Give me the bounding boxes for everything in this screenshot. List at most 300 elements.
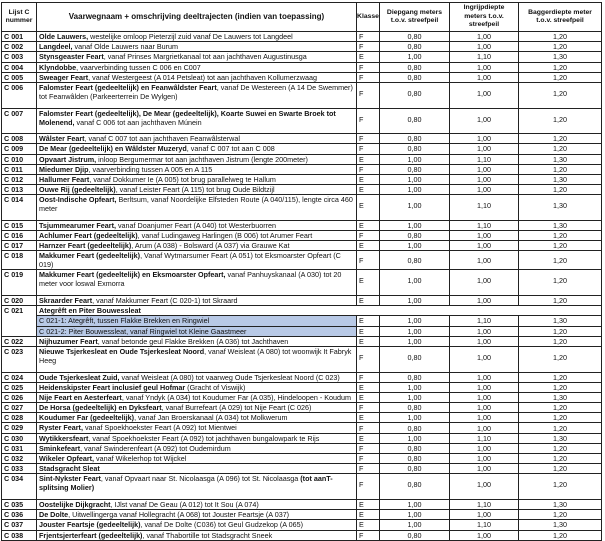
row-number: C 027	[2, 403, 37, 413]
row-baggerdiepte: 1,20	[519, 454, 602, 464]
waterway-route: , Uitwellingerga vanaf Hollegracht (A 068) tot Jouster Feartsje (A 037)	[68, 510, 290, 520]
row-klasse: E	[357, 433, 380, 443]
row-ingrijpdiepte: 1,00	[450, 72, 519, 82]
row-baggerdiepte: 1,20	[519, 185, 602, 195]
waterway-route: vanaf Panhuyskanaal (A 030) tot 20 meter voor loswal Exmorra	[39, 270, 342, 289]
subrow-baggerdiepte: 1,30	[519, 316, 602, 326]
row-ingrijpdiepte: 1,00	[450, 346, 519, 372]
row-description	[37, 62, 357, 72]
row-baggerdiepte: 1,20	[519, 382, 602, 392]
waterway-route: , vanaf Prinses Margrietkanaal tot aan jachthaven Augustinusga	[103, 52, 307, 62]
row-number: C 030	[2, 433, 37, 443]
row-diepgang: 1,00	[380, 195, 450, 221]
row-klasse: E	[357, 413, 380, 423]
row-diepgang: 1,00	[380, 336, 450, 346]
row-description	[37, 336, 357, 346]
row-number: C 003	[2, 52, 37, 62]
row-baggerdiepte: 1,20	[519, 108, 602, 134]
row-number: C 020	[2, 296, 37, 306]
waterway-name: Falomster Feart (gedeeltelijk) en Feanwâldster Feart	[39, 82, 217, 92]
row-description	[37, 296, 357, 306]
row-diepgang: 0,80	[380, 474, 450, 500]
row-baggerdiepte: 1,20	[519, 144, 602, 154]
waterway-table	[1, 2, 602, 541]
row-diepgang: 0,80	[380, 62, 450, 72]
row-diepgang: 0,80	[380, 443, 450, 453]
row-klasse: F	[357, 42, 380, 52]
waterway-route: vanaf Doanjumer Feart (A 040) tot Westerbuorren	[115, 220, 277, 230]
waterway-route: , vanaf De Westereen (A 14 De Swemmer) tot Feanwâlden (Parkeerterrein De Wylgen)	[39, 82, 353, 101]
row-diepgang: 0,80	[380, 464, 450, 474]
row-baggerdiepte: 1,20	[519, 423, 602, 433]
row-number: C 021	[2, 306, 37, 337]
row-description	[37, 423, 357, 433]
row-diepgang: 0,80	[380, 454, 450, 464]
waterway-name: Opvaart Jistrum,	[39, 154, 97, 164]
header-klasse: Klasse	[357, 3, 380, 32]
row-description	[37, 530, 357, 540]
row-description	[37, 372, 357, 382]
row-ingrijpdiepte: 1,00	[450, 403, 519, 413]
waterway-name: Wytikkersfeart	[39, 433, 89, 443]
row-baggerdiepte: 1,30	[519, 52, 602, 62]
row-klasse: E	[357, 220, 380, 230]
table-row	[2, 164, 602, 174]
table-row	[2, 270, 602, 296]
row-number: C 011	[2, 164, 37, 174]
waterway-route: , Arum (A 038) - Bolsward (A 037) via Grauwe Kat	[131, 241, 290, 251]
waterway-name: Koudumer Far (gedeeltelijk)	[39, 413, 135, 423]
waterway-name: Stadsgracht Sleat	[39, 464, 100, 474]
row-diepgang: 0,80	[380, 72, 450, 82]
row-number: C 015	[2, 220, 37, 230]
waterway-name: Langdeel,	[39, 42, 73, 52]
row-ingrijpdiepte: 1,00	[450, 164, 519, 174]
waterway-route: vanaf Wikelerhop tot Wijckel	[94, 454, 187, 464]
row-diepgang: 0,80	[380, 82, 450, 108]
row-klasse: E	[357, 510, 380, 520]
row-baggerdiepte: 1,30	[519, 154, 602, 164]
row-number: C 010	[2, 154, 37, 164]
row-diepgang: 0,80	[380, 530, 450, 540]
row-baggerdiepte: 1,30	[519, 174, 602, 184]
row-klasse: E	[357, 241, 380, 251]
row-diepgang: 1,00	[380, 500, 450, 510]
row-klasse: E	[357, 500, 380, 510]
row-ingrijpdiepte: 1,00	[450, 82, 519, 108]
row-description	[37, 144, 357, 154]
table-row	[2, 82, 602, 108]
row-number: C 012	[2, 174, 37, 184]
table-row	[2, 134, 602, 144]
row-description	[37, 72, 357, 82]
row-klasse: E	[357, 52, 380, 62]
table-row	[2, 251, 602, 270]
waterway-route: vanaf Spoekhoekster Feart (A 092) tot Mientwei	[82, 423, 237, 433]
row-description	[37, 220, 357, 230]
row-baggerdiepte: 1,20	[519, 82, 602, 108]
waterway-route: , vanaf Spoekhoekster Feart (A 092) tot jachthaven bungalowpark te Rijs	[88, 433, 320, 443]
row-baggerdiepte: 1,30	[519, 520, 602, 530]
header-diepgang: Diepgang meters t.o.v. streefpeil	[380, 3, 450, 32]
row-number: C 016	[2, 231, 37, 241]
row-baggerdiepte: 1,20	[519, 372, 602, 382]
row-baggerdiepte: 1,20	[519, 32, 602, 42]
waterway-name: Achlumer Feart (gedeeltelijk)	[39, 231, 138, 241]
row-ingrijpdiepte: 1,00	[450, 270, 519, 296]
row-diepgang: 1,00	[380, 413, 450, 423]
row-klasse: F	[357, 530, 380, 540]
row-ingrijpdiepte: 1,00	[450, 296, 519, 306]
row-description	[37, 195, 357, 221]
waterway-route: , vanaf Burrefeart (A 029) tot Nije Feart (C 026)	[161, 403, 312, 413]
row-number: C 017	[2, 241, 37, 251]
waterway-route: , Vanaf Wytmarsumer Feart (A 051) tot Eksmoarster Opfeart (C 019)	[39, 251, 341, 270]
row-ingrijpdiepte: 1,10	[450, 220, 519, 230]
row-baggerdiepte: 1,20	[519, 443, 602, 453]
header-description: Vaarwegnaam + omschrijving deeltrajecten (indien van toepassing)	[37, 3, 357, 32]
row-description	[37, 164, 357, 174]
row-description	[37, 306, 602, 316]
waterway-route: , vaarverbinding tussen A 005 en A 115	[88, 164, 213, 174]
row-klasse: E	[357, 195, 380, 221]
waterway-route: , vanaf Makkumer Feart (C 020-1) tot Skraard	[92, 296, 238, 305]
row-diepgang: 0,80	[380, 42, 450, 52]
waterway-route: , vanaf Yndyk (A 034) tot Koudumer Far (A 035), Hindeloopen - Koudum	[121, 392, 352, 402]
row-description	[37, 82, 357, 108]
row-number: C 008	[2, 134, 37, 144]
row-klasse: F	[357, 164, 380, 174]
row-baggerdiepte: 1,20	[519, 530, 602, 540]
waterway-note: (tot aanT-splitsing Molier)	[39, 474, 333, 493]
row-klasse: F	[357, 474, 380, 500]
table-row	[2, 403, 602, 413]
waterway-name: Tsjummearumer Feart,	[39, 220, 116, 230]
row-klasse: F	[357, 72, 380, 82]
row-diepgang: 1,00	[380, 520, 450, 530]
waterway-name: Wâlster Feart	[39, 134, 85, 144]
row-ingrijpdiepte: 1,00	[450, 443, 519, 453]
row-ingrijpdiepte: 1,00	[450, 42, 519, 52]
row-number: C 002	[2, 42, 37, 52]
row-diepgang: 0,80	[380, 231, 450, 241]
row-baggerdiepte: 1,20	[519, 164, 602, 174]
row-baggerdiepte: 1,20	[519, 413, 602, 423]
row-number: C 025	[2, 382, 37, 392]
row-ingrijpdiepte: 1,00	[450, 231, 519, 241]
waterway-name: Skraarder Feart	[39, 296, 93, 305]
waterway-name: De Mear (gedeeltelijk) en Wâldster Muzeryd	[39, 144, 187, 154]
table-row	[2, 464, 602, 474]
row-ingrijpdiepte: 1,10	[450, 433, 519, 443]
waterway-name: Harnzer Feart (gedeeltelijk)	[39, 241, 132, 251]
row-baggerdiepte: 1,20	[519, 42, 602, 52]
row-description	[37, 251, 357, 270]
row-description	[37, 185, 357, 195]
header-baggerdiepte: Baggerdiepte meter t.o.v. streefpeil	[519, 3, 602, 32]
row-klasse: F	[357, 454, 380, 464]
row-description	[37, 174, 357, 184]
table-row	[2, 174, 602, 184]
row-baggerdiepte: 1,30	[519, 433, 602, 443]
table-row	[2, 32, 602, 42]
row-klasse: F	[357, 443, 380, 453]
row-klasse: E	[357, 185, 380, 195]
row-baggerdiepte: 1,20	[519, 474, 602, 500]
row-klasse: E	[357, 382, 380, 392]
row-number: C 007	[2, 108, 37, 134]
row-ingrijpdiepte: 1,00	[450, 454, 519, 464]
row-diepgang: 1,00	[380, 52, 450, 62]
row-klasse: F	[357, 32, 380, 42]
waterway-route: , vaarverbinding tussen C 006 en C007	[76, 62, 201, 72]
row-ingrijpdiepte: 1,00	[450, 185, 519, 195]
waterway-name: Oost-Indische Opfeart,	[39, 195, 117, 205]
row-diepgang: 0,80	[380, 403, 450, 413]
waterway-name: Ategrêft en Piter Bouwessleat	[39, 306, 141, 316]
row-ingrijpdiepte: 1,00	[450, 108, 519, 134]
waterway-route: vanaf Olde Lauwers naar Burum	[72, 42, 179, 52]
row-baggerdiepte: 1,20	[519, 403, 602, 413]
row-ingrijpdiepte: 1,10	[450, 500, 519, 510]
waterway-route: , vanaf Swinderenfeart (A 092) tot Oudemirdum	[80, 443, 231, 453]
row-ingrijpdiepte: 1,00	[450, 144, 519, 154]
header-nummer: Lijst C nummer	[2, 3, 37, 32]
row-description	[37, 231, 357, 241]
row-baggerdiepte: 1,30	[519, 500, 602, 510]
row-baggerdiepte: 1,20	[519, 241, 602, 251]
row-klasse: F	[357, 423, 380, 433]
waterway-route: , vanaf Dokkumer Ie (A 005) tot brug parallelweg te Hallum	[89, 174, 276, 184]
table-row	[2, 185, 602, 195]
waterway-name: Heidenskipster Feart inclusief geul Hofmar	[39, 382, 186, 392]
row-klasse: E	[357, 154, 380, 164]
waterway-route: inloop Bergumermar tot aan jachthaven Jistrum (lengte 200meter)	[96, 154, 308, 164]
subrow-diepgang: 1,00	[380, 316, 450, 326]
table-row	[2, 42, 602, 52]
row-description	[37, 454, 357, 464]
row-ingrijpdiepte: 1,00	[450, 423, 519, 433]
row-number: C 009	[2, 144, 37, 154]
table-row	[2, 474, 602, 500]
subrow-description: C 021-1: Ategrêft, tussen Flakke Brekken en Ringwiel	[37, 316, 357, 326]
waterway-name: Sint-Nykster Feart	[39, 474, 101, 484]
row-number: C 033	[2, 464, 37, 474]
row-number: C 035	[2, 500, 37, 510]
row-ingrijpdiepte: 1,00	[450, 372, 519, 382]
waterway-route: vanaf C 006 tot aan jachthaven Múnein	[74, 117, 202, 127]
waterway-route: vanaf Weisleat (A 080) tot vaarweg Oude Tsjerkesleat Noord (C 023)	[119, 372, 340, 382]
subrow-klasse: E	[357, 316, 380, 326]
table-row	[2, 306, 602, 316]
row-baggerdiepte: 1,20	[519, 72, 602, 82]
row-description	[37, 270, 357, 296]
row-klasse: F	[357, 251, 380, 270]
row-description	[37, 42, 357, 52]
row-description	[37, 520, 357, 530]
waterway-route: , vanaf C 007 tot aan jachthaven Feanwâlsterwal	[84, 134, 240, 144]
row-klasse: E	[357, 336, 380, 346]
row-klasse: F	[357, 372, 380, 382]
row-diepgang: 0,80	[380, 164, 450, 174]
waterway-name: Miedumer Djip	[39, 164, 89, 174]
row-diepgang: 0,80	[380, 372, 450, 382]
subrow-description: C 021-2: Piter Bouwessleat, vanaf Ringwiel tot Kleine Gaastmeer	[37, 326, 357, 336]
waterway-name: Nijhuzumer Feart	[39, 336, 98, 346]
row-ingrijpdiepte: 1,00	[450, 251, 519, 270]
header-row	[2, 3, 602, 32]
row-klasse: F	[357, 134, 380, 144]
row-diepgang: 0,80	[380, 346, 450, 372]
row-diepgang: 0,80	[380, 108, 450, 134]
waterway-route: , vanaf Weisleat (A 080) tot woonwijk It Fabryk Heeg	[39, 346, 352, 365]
row-number: C 022	[2, 336, 37, 346]
row-baggerdiepte: 1,20	[519, 270, 602, 296]
row-diepgang: 1,00	[380, 154, 450, 164]
table-row	[2, 296, 602, 306]
waterway-route: , vanaf Opvaart naar St. Nicolaasga (A 096) tot St. Nicolaasga	[100, 474, 301, 484]
waterway-name: Stynsgeaster Feart	[39, 52, 104, 62]
row-ingrijpdiepte: 1,10	[450, 154, 519, 164]
row-ingrijpdiepte: 1,00	[450, 336, 519, 346]
row-baggerdiepte: 1,20	[519, 296, 602, 306]
waterway-name: Olde Lauwers,	[39, 32, 89, 41]
table-row	[2, 454, 602, 464]
row-description	[37, 32, 357, 42]
row-diepgang: 1,00	[380, 185, 450, 195]
waterway-name: De Dolte	[39, 510, 69, 520]
waterway-name: Oostelijke Dijkgracht	[39, 500, 111, 509]
row-number: C 013	[2, 185, 37, 195]
waterway-name: De Horsa (gedeeltelijk) en Dyksfeart	[39, 403, 162, 413]
row-diepgang: 1,00	[380, 220, 450, 230]
table-body	[2, 32, 602, 541]
row-description	[37, 510, 357, 520]
row-ingrijpdiepte: 1,00	[450, 413, 519, 423]
row-baggerdiepte: 1,30	[519, 195, 602, 221]
row-ingrijpdiepte: 1,00	[450, 392, 519, 402]
row-number: C 024	[2, 372, 37, 382]
waterway-route: , vanaf Thabortille tot Stadsgracht Sneek	[142, 530, 273, 540]
waterway-name: Nije Feart en Aesterfeart	[39, 392, 122, 402]
row-baggerdiepte: 1,20	[519, 62, 602, 72]
row-baggerdiepte: 1,30	[519, 392, 602, 402]
subrow-ingrijpdiepte: 1,00	[450, 326, 519, 336]
waterway-name: Wikeler Opfeart,	[39, 454, 95, 464]
row-number: C 005	[2, 72, 37, 82]
row-number: C 036	[2, 510, 37, 520]
waterway-route: , IJlst vanaf De Geau (A 012) tot It Sou (A 074)	[110, 500, 259, 509]
row-description	[37, 108, 357, 134]
row-ingrijpdiepte: 1,00	[450, 32, 519, 42]
row-number: C 001	[2, 32, 37, 42]
table-row	[2, 423, 602, 433]
row-ingrijpdiepte: 1,00	[450, 241, 519, 251]
waterway-route: , vanaf Westergeest (A 014 Petsleat) tot aan jachthaven Kollumerzwaag	[88, 72, 317, 82]
row-number: C 018	[2, 251, 37, 270]
row-diepgang: 0,80	[380, 134, 450, 144]
row-number: C 019	[2, 270, 37, 296]
table-row	[2, 195, 602, 221]
waterway-route: , vanaf Ludingaweg Harlingen (B 006) tot Arumer Feart	[137, 231, 313, 241]
table-row	[2, 108, 602, 134]
row-description	[37, 154, 357, 164]
row-ingrijpdiepte: 1,00	[450, 382, 519, 392]
row-ingrijpdiepte: 1,00	[450, 62, 519, 72]
row-ingrijpdiepte: 1,00	[450, 530, 519, 540]
row-diepgang: 1,00	[380, 433, 450, 443]
row-klasse: E	[357, 174, 380, 184]
table-row	[2, 443, 602, 453]
waterway-name: Jouster Feartsje (gedeeltelijk)	[39, 520, 141, 530]
table-row	[2, 62, 602, 72]
row-description	[37, 403, 357, 413]
row-description	[37, 392, 357, 402]
subrow-diepgang: 1,00	[380, 326, 450, 336]
row-baggerdiepte: 1,20	[519, 336, 602, 346]
row-diepgang: 0,80	[380, 423, 450, 433]
waterway-name: Klyndobbe	[39, 62, 77, 72]
row-ingrijpdiepte: 1,00	[450, 474, 519, 500]
row-diepgang: 0,80	[380, 251, 450, 270]
waterway-route: (Gracht of Viswijk)	[185, 382, 246, 392]
row-number: C 034	[2, 474, 37, 500]
table-row	[2, 510, 602, 520]
table-subrow	[2, 326, 602, 336]
table-row	[2, 372, 602, 382]
row-klasse: F	[357, 346, 380, 372]
row-ingrijpdiepte: 1,10	[450, 195, 519, 221]
row-description	[37, 413, 357, 423]
row-number: C 006	[2, 82, 37, 108]
row-baggerdiepte: 1,20	[519, 251, 602, 270]
row-number: C 038	[2, 530, 37, 540]
waterway-route: , vanaf C 007 tot aan C 008	[186, 144, 275, 154]
row-klasse: E	[357, 296, 380, 306]
row-number: C 032	[2, 454, 37, 464]
row-number: C 026	[2, 392, 37, 402]
row-diepgang: 1,00	[380, 392, 450, 402]
row-description	[37, 474, 357, 500]
row-diepgang: 1,00	[380, 174, 450, 184]
waterway-name: Makkumer Feart (gedeeltelijk) en Eksmoarster Opfeart,	[39, 270, 226, 280]
table-row	[2, 500, 602, 510]
waterway-route: , vanaf De Dolte (C036) tot Geul Gudzekop (A 065)	[140, 520, 304, 530]
row-ingrijpdiepte: 1,10	[450, 520, 519, 530]
table-row	[2, 154, 602, 164]
row-number: C 014	[2, 195, 37, 221]
row-description	[37, 346, 357, 372]
row-baggerdiepte: 1,20	[519, 134, 602, 144]
row-ingrijpdiepte: 1,00	[450, 464, 519, 474]
waterway-route: Berltsum, vanaf Noordelijke Elfsteden Route (A 040/115), lengte circa 460 meter	[39, 195, 353, 214]
row-diepgang: 1,00	[380, 241, 450, 251]
row-baggerdiepte: 1,20	[519, 510, 602, 520]
table-subrow	[2, 316, 602, 326]
row-diepgang: 0,80	[380, 32, 450, 42]
table-row	[2, 392, 602, 402]
row-klasse: F	[357, 464, 380, 474]
row-diepgang: 1,00	[380, 382, 450, 392]
row-klasse: F	[357, 62, 380, 72]
table-row	[2, 346, 602, 372]
row-diepgang: 1,00	[380, 510, 450, 520]
row-description	[37, 433, 357, 443]
row-klasse: F	[357, 82, 380, 108]
table-row	[2, 433, 602, 443]
waterway-route: westelijke omloop Pieterzijl zuid vanaf De Lauwers tot Langdeel	[88, 32, 293, 41]
row-number: C 031	[2, 443, 37, 453]
